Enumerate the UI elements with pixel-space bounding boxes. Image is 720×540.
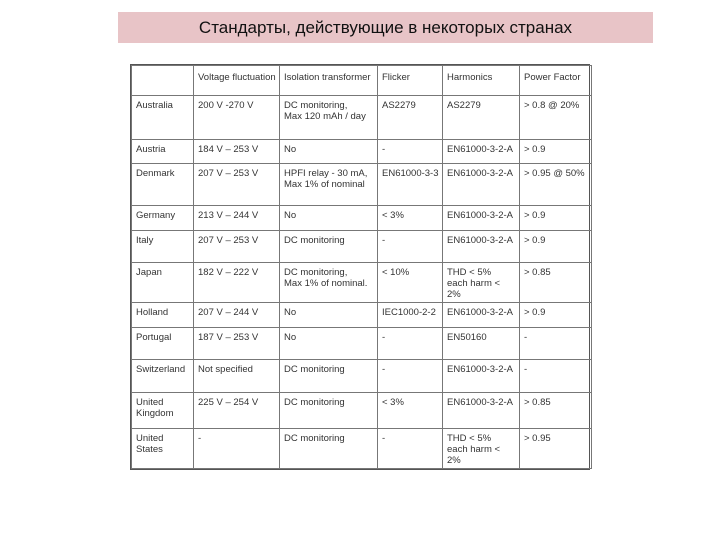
- cell-harmonics: THD < 5% each harm < 2%: [443, 262, 520, 302]
- table-row: [132, 230, 592, 262]
- cell-power-factor: > 0.8 @ 20%: [520, 96, 592, 140]
- cell-power-factor: > 0.95 @ 50%: [520, 164, 592, 205]
- cell-power-factor: > 0.9: [520, 230, 592, 262]
- cell-isolation: No: [280, 303, 378, 328]
- cell-power-factor: -: [520, 328, 592, 360]
- table-row: [132, 328, 592, 360]
- cell-country: Japan: [132, 262, 194, 302]
- cell-isolation: No: [280, 205, 378, 230]
- cell-harmonics: AS2279: [443, 96, 520, 140]
- cell-country: Italy: [132, 230, 194, 262]
- cell-power-factor: > 0.85: [520, 262, 592, 302]
- cell-harmonics: EN61000-3-2-A: [443, 164, 520, 205]
- table-row: [132, 96, 592, 140]
- cell-voltage: 200 V -270 V: [194, 96, 280, 140]
- standards-table-container: [130, 64, 590, 470]
- table-row: [132, 303, 592, 328]
- table-row: [132, 262, 592, 302]
- table-row: [132, 164, 592, 205]
- cell-isolation: DC monitoring: [280, 230, 378, 262]
- standards-table: [131, 65, 592, 469]
- cell-power-factor: > 0.9: [520, 205, 592, 230]
- cell-isolation: HPFI relay - 30 mA, Max 1% of nominal: [280, 164, 378, 205]
- cell-country: Denmark: [132, 164, 194, 205]
- table-row: [132, 392, 592, 428]
- header-harmonics: Harmonics: [443, 66, 520, 96]
- cell-flicker: -: [378, 428, 443, 468]
- slide-title-bar: [118, 12, 653, 43]
- cell-voltage: 225 V – 254 V: [194, 392, 280, 428]
- cell-flicker: < 3%: [378, 205, 443, 230]
- header-voltage-fluctuation: Voltage fluctuation: [194, 66, 280, 96]
- cell-isolation: DC monitoring: [280, 392, 378, 428]
- cell-isolation: No: [280, 140, 378, 164]
- cell-country: United Kingdom: [132, 392, 194, 428]
- cell-voltage: 182 V – 222 V: [194, 262, 280, 302]
- cell-flicker: -: [378, 140, 443, 164]
- cell-voltage: -: [194, 428, 280, 468]
- cell-country: Holland: [132, 303, 194, 328]
- cell-voltage: 184 V – 253 V: [194, 140, 280, 164]
- cell-country: United States: [132, 428, 194, 468]
- cell-harmonics: EN61000-3-2-A: [443, 392, 520, 428]
- cell-country: Germany: [132, 205, 194, 230]
- cell-flicker: AS2279: [378, 96, 443, 140]
- cell-flicker: -: [378, 328, 443, 360]
- cell-power-factor: > 0.95: [520, 428, 592, 468]
- cell-flicker: < 3%: [378, 392, 443, 428]
- slide-title: Стандарты, действующие в некоторых странах: [198, 17, 573, 37]
- cell-country: Portugal: [132, 328, 194, 360]
- cell-harmonics: EN61000-3-2-A: [443, 205, 520, 230]
- header-isolation-transformer: Isolation transformer: [280, 66, 378, 96]
- cell-power-factor: > 0.9: [520, 303, 592, 328]
- cell-voltage: 213 V – 244 V: [194, 205, 280, 230]
- cell-harmonics: EN61000-3-2-A: [443, 360, 520, 392]
- cell-power-factor: > 0.9: [520, 140, 592, 164]
- cell-harmonics: THD < 5% each harm < 2%: [443, 428, 520, 468]
- cell-harmonics: EN61000-3-2-A: [443, 140, 520, 164]
- cell-flicker: -: [378, 230, 443, 262]
- cell-country: Austria: [132, 140, 194, 164]
- cell-isolation: DC monitoring: [280, 428, 378, 468]
- table-row: [132, 140, 592, 164]
- table-header-row: [132, 66, 592, 96]
- cell-harmonics: EN61000-3-2-A: [443, 230, 520, 262]
- header-flicker: Flicker: [378, 66, 443, 96]
- cell-flicker: EN61000-3-3: [378, 164, 443, 205]
- cell-voltage: 207 V – 253 V: [194, 230, 280, 262]
- cell-power-factor: -: [520, 360, 592, 392]
- cell-voltage: 207 V – 253 V: [194, 164, 280, 205]
- cell-country: Australia: [132, 96, 194, 140]
- cell-flicker: < 10%: [378, 262, 443, 302]
- cell-isolation: No: [280, 328, 378, 360]
- cell-flicker: IEC1000-2-2: [378, 303, 443, 328]
- cell-isolation: DC monitoring, Max 1% of nominal.: [280, 262, 378, 302]
- cell-voltage: 187 V – 253 V: [194, 328, 280, 360]
- cell-voltage: Not specified: [194, 360, 280, 392]
- cell-isolation: DC monitoring: [280, 360, 378, 392]
- table-row: [132, 428, 592, 468]
- cell-power-factor: > 0.85: [520, 392, 592, 428]
- table-row: [132, 360, 592, 392]
- cell-harmonics: EN61000-3-2-A: [443, 303, 520, 328]
- cell-flicker: -: [378, 360, 443, 392]
- cell-voltage: 207 V – 244 V: [194, 303, 280, 328]
- header-country: [132, 66, 194, 96]
- table-row: [132, 205, 592, 230]
- header-power-factor: Power Factor: [520, 66, 592, 96]
- cell-isolation: DC monitoring, Max 120 mAh / day: [280, 96, 378, 140]
- cell-country: Switzerland: [132, 360, 194, 392]
- cell-harmonics: EN50160: [443, 328, 520, 360]
